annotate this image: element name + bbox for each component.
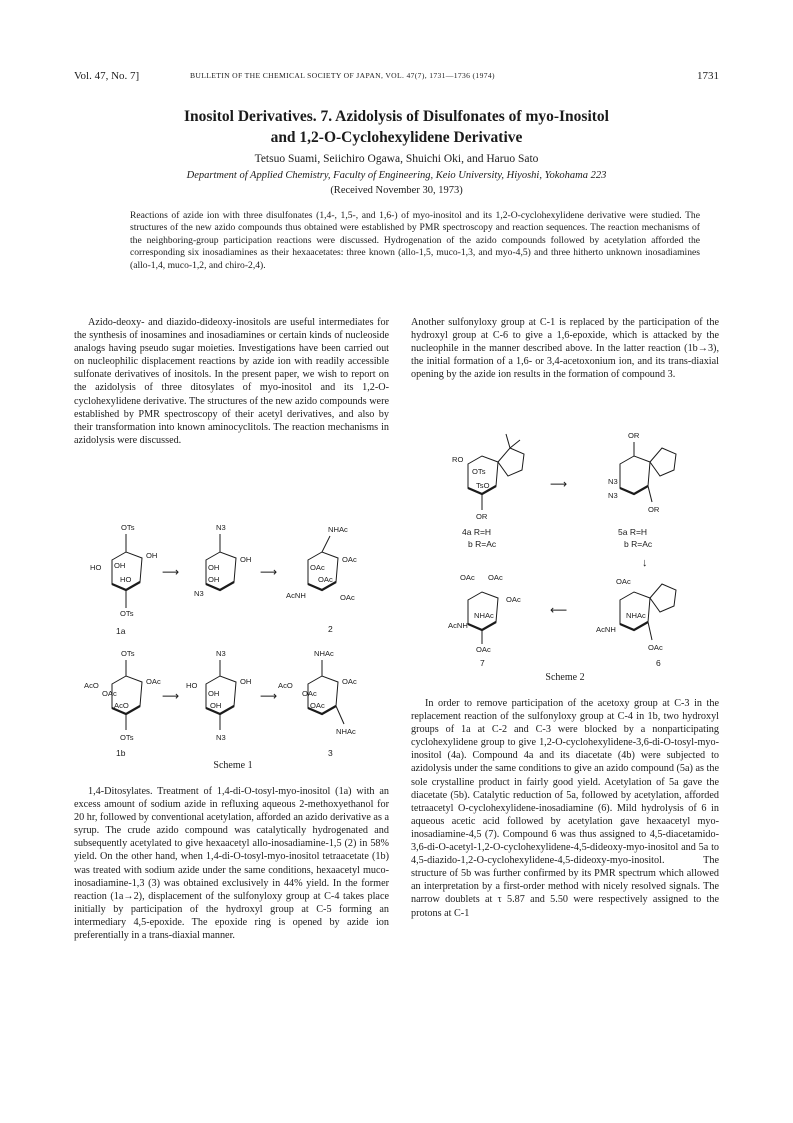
svg-text:5a R=H: 5a R=H bbox=[618, 527, 648, 537]
svg-text:1a: 1a bbox=[116, 626, 126, 636]
svg-text:⟶: ⟶ bbox=[162, 565, 180, 579]
svg-text:HO: HO bbox=[120, 575, 132, 584]
svg-text:6: 6 bbox=[656, 658, 661, 668]
svg-text:OTs: OTs bbox=[121, 523, 135, 532]
svg-text:OAc: OAc bbox=[302, 689, 317, 698]
title-line-2: and 1,2-O-Cyclohexylidene Derivative bbox=[270, 129, 523, 146]
svg-text:OTs: OTs bbox=[120, 733, 134, 742]
svg-text:AcNH: AcNH bbox=[286, 591, 306, 600]
svg-text:⟶: ⟶ bbox=[550, 477, 568, 491]
svg-text:OTs: OTs bbox=[472, 467, 486, 476]
scheme-2-figure bbox=[440, 418, 710, 668]
svg-text:TsO: TsO bbox=[476, 481, 490, 490]
svg-text:N3: N3 bbox=[194, 589, 204, 598]
received-date: (Received November 30, 1973) bbox=[330, 185, 463, 196]
svg-text:AcNH: AcNH bbox=[596, 625, 616, 634]
structure-intermediate-2 bbox=[186, 649, 251, 742]
svg-text:AcO: AcO bbox=[84, 681, 99, 690]
svg-text:AcO: AcO bbox=[278, 681, 293, 690]
structure-1b bbox=[84, 649, 161, 758]
authors: Tetsuo Suami, Seiichiro Ogawa, Shuichi Oki, and Haruo Sato bbox=[254, 153, 539, 165]
svg-text:OAc: OAc bbox=[318, 575, 333, 584]
structure-1a bbox=[90, 523, 157, 636]
svg-text:N3: N3 bbox=[608, 477, 618, 486]
structure-4 bbox=[452, 434, 524, 549]
svg-text:1b: 1b bbox=[116, 748, 126, 758]
scheme-1-caption: Scheme 1 bbox=[213, 760, 253, 771]
svg-text:OH: OH bbox=[208, 563, 220, 572]
svg-text:OAc: OAc bbox=[310, 563, 325, 572]
svg-text:OAc: OAc bbox=[342, 555, 357, 564]
svg-text:OAc: OAc bbox=[506, 595, 521, 604]
structure-2 bbox=[286, 525, 357, 634]
svg-text:3: 3 bbox=[328, 748, 333, 758]
structure-6 bbox=[596, 577, 676, 668]
structure-7 bbox=[448, 573, 521, 668]
svg-text:OAc: OAc bbox=[648, 643, 663, 652]
svg-text:NHAc: NHAc bbox=[336, 727, 356, 736]
svg-text:b R=Ac: b R=Ac bbox=[468, 539, 497, 549]
svg-text:OR: OR bbox=[476, 512, 488, 521]
svg-text:OAc: OAc bbox=[460, 573, 475, 582]
svg-text:NHAc: NHAc bbox=[474, 611, 494, 620]
svg-text:↓: ↓ bbox=[642, 557, 648, 569]
svg-text:7: 7 bbox=[480, 658, 485, 668]
svg-text:OR: OR bbox=[648, 505, 660, 514]
cyclohexylidene-paragraph: In order to remove participation of the acetoxy group at C-3 in the replacement reaction of the sulfonyloxy group at C-4 in 1b, two hydroxyl groups of 1a at C-2 and C-3 were blocked by a nonparticipating cyclohexylidene group to give 1,2-O-cyclohexylidene-3,6-di-O-tosyl-myo-inositol (4a). Compound 4a and its diacetate (4b) were subjected to azidolysis under the same conditions to give an azido compound (5a) as the sole crystalline product in fairly good yield. Acetylation of 5a gave the diacetate (5b). Catalytic reduction of 5a, followed by acetylation, afforded tetraacetyl O-cyclohexylidene-inosadiamine (6). Mild hydrolysis of 6 in aqueous acetic acid followed by acetylation gave hexaacetyl myo-inosadiamine-4,5 (7). Compound 6 was thus assigned to 4,5-diacetamido-3,6-di-O-acetyl-1,2-O-cyclohexylidene-4,5-dideoxy-myo-inositol and 5a to 4,5-diazido-1,2-O-cyclohexylidene-4,5-dideoxy-myo-inositol. The structure of 5b was further confirmed by its PMR spectrum which allowed an interpretation by a first-order method with nicely resolved signals. The narrow doublets at τ 5.87 and 5.50 were respectively assigned to the protons at C-1 bbox=[411, 698, 719, 919]
structure-3 bbox=[278, 649, 357, 758]
svg-text:N3: N3 bbox=[608, 491, 618, 500]
svg-text:OR: OR bbox=[628, 431, 640, 440]
scheme-1-figure bbox=[74, 512, 392, 772]
left-column-body bbox=[74, 785, 389, 942]
svg-text:AcNH: AcNH bbox=[448, 621, 468, 630]
svg-text:OH: OH bbox=[210, 701, 222, 710]
svg-text:OTs: OTs bbox=[121, 649, 135, 658]
svg-text:⟶: ⟶ bbox=[260, 689, 278, 703]
mechanism-paragraph: Another sulfonyloxy group at C-1 is replaced by the participation of the hydroxyl group at C-6 to give a 1,6-epoxide, which is attacked by the nucleophile in the manner described above. In the latter reaction (1b→3), the initial formation of a 1,6- or 3,4-acetoxonium ion, and its trans-diaxial opening by the azide ion results in the formation of compound 3. bbox=[411, 317, 719, 381]
abstract: Reactions of azide ion with three disulfonates (1,4-, 1,5-, and 1,6-) of myo-inositol and its 1,2-O-cyclohexylidene derivative were studied. The structures of the new azido compounds thus obtained were established by PMR spectroscopy and reaction sequences. The reaction mechanisms of the neighboring-group participation reactions were discussed. Hydrogenation of the azido compounds followed by acetylation afforded the corresponding six inosadiamines as their hexaacetates: three known (allo-1,5, muco-1,3, and myo-4,5) and three hitherto unknown inosadiamines (allo-1,4, muco-1,2, and chiro-2,4). bbox=[130, 210, 700, 271]
ditosylates-paragraph: 1,4-Ditosylates. Treatment of 1,4-di-O-tosyl-myo-inositol (1a) with an excess amount of sodium azide in refluxing aqueous 2-methoxyethanol for 20 hr, followed by conventional acetylation, afforded an azido derivative as a syrup. The crude azido compound was catalytically hydrogenated and subsequently acetylated to give hexaacetyl allo-inosadiamine-1,5 (2) in 58% yield. On the other hand, when 1,4-di-O-tosyl-myo-inositol tetraacetate (1b) was treated with sodium azide under the same conditions, hexaacetyl muco-inosadiamine-1,3 (3) was obtained exclusively in 44% yield. In the former reaction (1a→2), displacement of the sulfonyloxy group at C-4 takes place initially by participation of the hydroxyl group at C-5 forming an intermediary 4,5-epoxide. The epoxide ring is opened by azide ion preferentially in a trans-diaxial manner. bbox=[74, 786, 389, 942]
svg-text:OAc: OAc bbox=[342, 677, 357, 686]
article-title bbox=[74, 106, 719, 148]
svg-text:OH: OH bbox=[114, 561, 126, 570]
svg-text:NHAc: NHAc bbox=[328, 525, 348, 534]
svg-text:b R=Ac: b R=Ac bbox=[624, 539, 653, 549]
scheme-2-caption: Scheme 2 bbox=[545, 672, 585, 683]
svg-text:4a R=H: 4a R=H bbox=[462, 527, 492, 537]
svg-text:OH: OH bbox=[208, 689, 220, 698]
svg-text:N3: N3 bbox=[216, 649, 226, 658]
svg-text:NHAc: NHAc bbox=[314, 649, 334, 658]
volume-label: Vol. 47, No. 7] bbox=[74, 70, 140, 82]
svg-text:HO: HO bbox=[186, 681, 198, 690]
svg-text:⟶: ⟶ bbox=[260, 565, 278, 579]
svg-text:RO: RO bbox=[452, 455, 464, 464]
svg-text:OAc: OAc bbox=[488, 573, 503, 582]
svg-text:AcO: AcO bbox=[114, 701, 129, 710]
svg-text:OH: OH bbox=[240, 555, 252, 564]
running-header bbox=[74, 70, 719, 84]
svg-text:OAc: OAc bbox=[310, 701, 325, 710]
svg-text:OAc: OAc bbox=[616, 577, 631, 586]
right-column-top bbox=[411, 316, 719, 381]
svg-text:NHAc: NHAc bbox=[626, 611, 646, 620]
svg-text:OAc: OAc bbox=[340, 593, 355, 602]
svg-text:OH: OH bbox=[240, 677, 252, 686]
intro-paragraph: Azido-deoxy- and diazido-dideoxy-inositols are useful intermediates for the synthesis of inosamines and inosadiamines or certain kinds of nucleoside analogs having pseudo sugar moieties. Investigations have been carried out on nucleophilic displacement reactions by azide ion with readily accessible sulfonate derivatives of inositols. In the present paper, we wish to report on the azidolysis of three ditosylates of myo-inositol and its 1,2-O-cyclohexylidene derivative. The structures of the new azido compounds were established by PMR spectroscopy of their acetyl derivatives, and also by their transformation into known aminocyclitols. The reaction mechanisms in azidolysis were discussed. bbox=[74, 317, 389, 446]
page-number: 1731 bbox=[697, 70, 719, 82]
svg-text:OH: OH bbox=[146, 551, 158, 560]
svg-text:2: 2 bbox=[328, 624, 333, 634]
affiliation: Department of Applied Chemistry, Faculty of Engineering, Keio University, Hiyoshi, Yokohama 223 bbox=[186, 170, 607, 181]
left-column-intro bbox=[74, 316, 389, 447]
svg-text:OAc: OAc bbox=[146, 677, 161, 686]
svg-text:OH: OH bbox=[208, 575, 220, 584]
svg-text:OAc: OAc bbox=[476, 645, 491, 654]
right-column-bottom bbox=[411, 697, 719, 920]
svg-text:N3: N3 bbox=[216, 523, 226, 532]
structure-5 bbox=[608, 431, 676, 549]
svg-text:⟵: ⟵ bbox=[550, 603, 568, 617]
title-line-1: Inositol Derivatives. 7. Azidolysis of Disulfonates of myo-Inositol bbox=[184, 108, 609, 125]
svg-text:OTs: OTs bbox=[120, 609, 134, 618]
svg-text:OAc: OAc bbox=[102, 689, 117, 698]
svg-text:⟶: ⟶ bbox=[162, 689, 180, 703]
structure-intermediate-1 bbox=[194, 523, 251, 598]
svg-text:N3: N3 bbox=[216, 733, 226, 742]
svg-text:HO: HO bbox=[90, 563, 102, 572]
journal-label: BULLETIN OF THE CHEMICAL SOCIETY OF JAPAN, VOL. 47(7), 1731—1736 (1974) bbox=[190, 71, 495, 80]
